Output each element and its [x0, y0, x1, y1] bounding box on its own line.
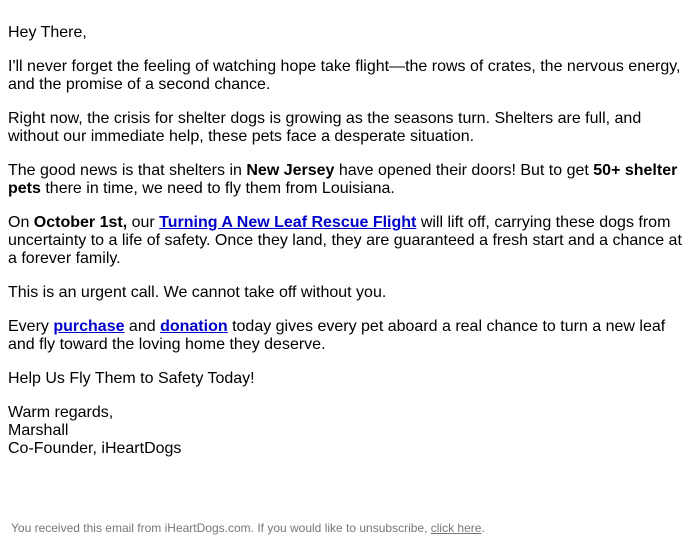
paragraph-purchase — [8, 318, 692, 354]
date-bold: October 1st, — [33, 214, 128, 231]
paragraph-crisis: Right now, the crisis for shelter dogs is growing as the seasons turn. Shelters are full, and without our immediate help, these pets face a desperate situation. — [8, 110, 642, 145]
text: our — [127, 214, 160, 231]
new-jersey-bold: New Jersey — [246, 162, 335, 179]
email-body — [8, 24, 692, 474]
donation-link[interactable]: donation — [160, 318, 228, 335]
signoff — [8, 404, 692, 458]
paragraph-urgent: This is an urgent call. We cannot take off without you. — [8, 284, 387, 301]
footer-end: . — [481, 521, 485, 535]
text: today gives every pet aboard a real chance to turn a new leaf and fly toward the loving home they deserve. — [8, 318, 666, 353]
text: and — [124, 318, 161, 335]
purchase-link[interactable]: purchase — [53, 318, 125, 335]
shelter-pets-bold: 50+ shelter pets — [8, 162, 678, 197]
text: Every — [8, 318, 54, 335]
text: The good news is that shelters in — [8, 162, 247, 179]
paragraph-hope: I'll never forget the feeling of watching hope take flight—the rows of crates, the nervous energy, and the promise of a second chance. — [8, 58, 681, 93]
text: there in time, we need to fly them from Louisiana. — [40, 180, 395, 197]
text: will lift off, carrying these dogs from uncertainty to a life of safety. Once they land, they are guaranteed a fresh start and a chance at a forever family. — [8, 214, 682, 267]
signoff-name: Marshall — [8, 422, 69, 439]
text: have opened their doors! But to get — [334, 162, 594, 179]
signoff-title: Co-Founder, iHeartDogs — [8, 440, 182, 457]
paragraph-flight — [8, 214, 692, 268]
paragraph-call-to-action: Help Us Fly Them to Safety Today! — [8, 370, 255, 387]
text: On — [8, 214, 34, 231]
paragraph-good-news — [8, 162, 692, 198]
footer-text: You received this email from iHeartDogs.com. If you would like to unsubscribe, — [11, 521, 431, 535]
email-footer — [11, 521, 485, 535]
rescue-flight-link[interactable]: Turning A New Leaf Rescue Flight — [159, 214, 417, 231]
signoff-closing: Warm regards, — [8, 404, 114, 421]
greeting: Hey There, — [8, 24, 87, 41]
unsubscribe-link[interactable]: click here — [430, 521, 482, 535]
